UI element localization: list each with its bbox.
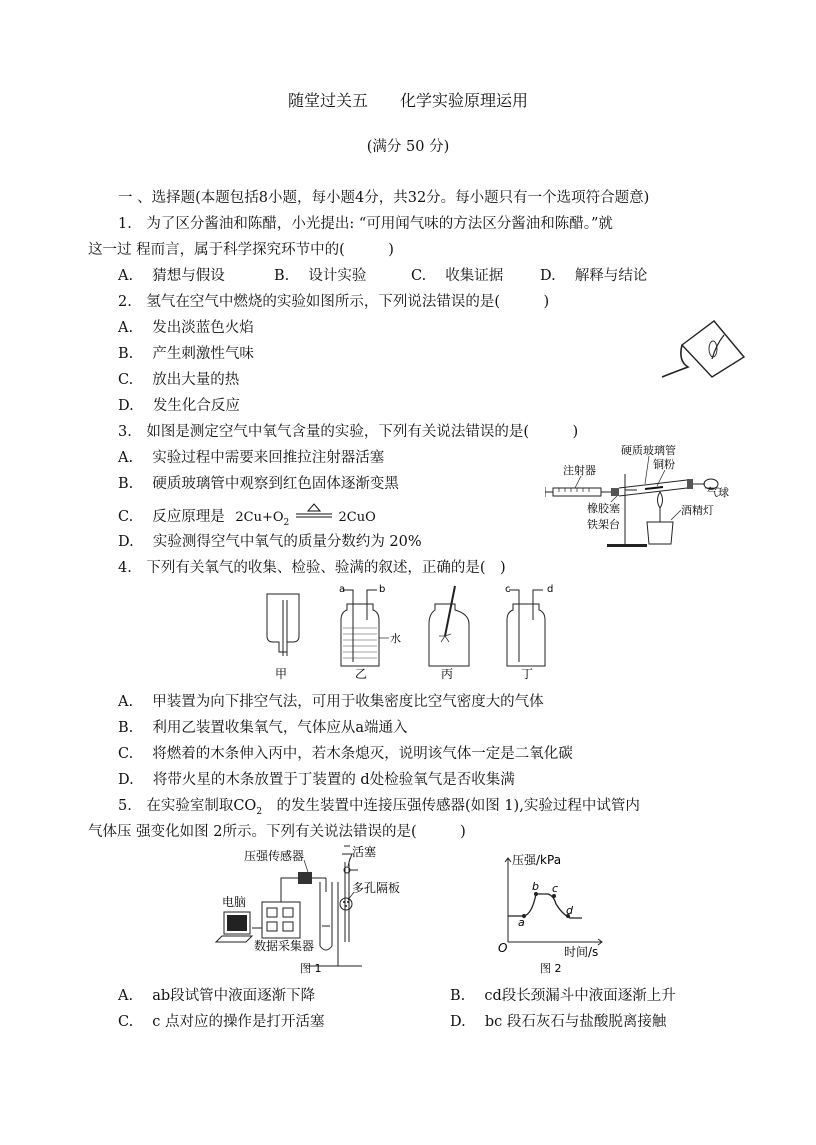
gas-collection-figure (255, 580, 565, 684)
q5-option-b: B. cd段长颈漏斗中液面逐渐上升 (450, 988, 676, 1004)
q3-option-b: B. 硬质玻璃管中观察到红色固体逐渐变黑 (118, 476, 399, 492)
figure-1-caption: 图 1 (300, 962, 322, 975)
label-stand: 铁架台 (587, 518, 620, 531)
q2-option-d: D. 发生化合反应 (118, 398, 240, 414)
label-balloon: 气球 (707, 486, 729, 499)
q3-option-c-label: C. 反应原理是 (118, 509, 225, 525)
figure-2-caption: 图 2 (540, 962, 562, 975)
q5-stem-pre: 5. 在实验室制取CO (118, 798, 257, 814)
q3-equation-left: 2Cu+O (235, 510, 284, 525)
q3-equation-sub: 2 (283, 517, 290, 528)
label-bing: 丙 (441, 667, 454, 681)
label-a: a (339, 584, 346, 595)
section-heading: 一 、选择题(本题包括8小题，每小题4分，共32分。每小题只有一个选项符合题意) (118, 190, 650, 206)
oxygen-content-apparatus-figure (545, 444, 745, 550)
label-b: b (379, 584, 386, 595)
graph-point-a: a (518, 916, 525, 929)
label-porous-plate: 多孔隔板 (352, 881, 401, 895)
graph-point-d: d (566, 904, 573, 917)
pressure-apparatus-figure-1 (212, 842, 442, 978)
graph-ylabel: 压强/kPa (512, 853, 562, 867)
label-pressure-sensor: 压强传感器 (244, 849, 305, 863)
q2-stem: 2. 氢气在空气中燃烧的实验如图所示，下列说法错误的是( ) (118, 294, 550, 310)
label-c: c (505, 584, 511, 595)
q5-option-d: D. bc 段石灰石与盐酸脱离接触 (450, 1014, 667, 1030)
label-jia: 甲 (275, 667, 288, 681)
q1-option-d: D. 解释与结论 (540, 268, 648, 284)
q3-option-d: D. 实验测得空气中氧气的质量分数约为 20% (118, 534, 422, 550)
q5-stem-sub: 2 (256, 806, 263, 817)
label-syringe: 注射器 (563, 464, 596, 477)
hydrogen-burning-figure (652, 315, 752, 385)
q4-option-d: D. 将带火星的木条放置于丁装置的 d处检验氧气是否收集满 (118, 772, 515, 788)
graph-point-c: c (552, 882, 559, 895)
label-d: d (547, 584, 554, 595)
q5-stem-line1 (118, 794, 640, 817)
q4-stem: 4. 下列有关氧气的收集、检验、验满的叙述，正确的是( ) (118, 560, 506, 576)
label-data-collector: 数据采集器 (254, 939, 315, 953)
q2-option-b: B. 产生刺激性气味 (118, 346, 254, 362)
q3-stem: 3. 如图是测定空气中氧气含量的实验，下列有关说法错误的是( ) (118, 424, 579, 440)
graph-origin: O (498, 941, 508, 955)
label-ding: 丁 (521, 667, 534, 681)
label-yi: 乙 (355, 667, 368, 681)
q3-option-c (118, 505, 376, 528)
q1-option-b: B. 设计实验 (274, 268, 367, 284)
q2-option-a: A. 发出淡蓝色火焰 (118, 320, 254, 336)
q3-equation-right: 2CuO (338, 510, 376, 525)
q5-stem-line2: 气体压 强变化如图 2所示。下列有关说法错误的是( ) (88, 824, 466, 840)
score-note: (满分 50 分) (366, 139, 450, 155)
heat-arrow (294, 509, 334, 525)
label-valve: 活塞 (352, 845, 377, 859)
q1-stem-line1: 1. 为了区分酱油和陈醋，小光提出: “可用闻气味的方法区分酱油和陈醋。”就 (118, 216, 613, 232)
q1-stem-line2: 这一过 程而言，属于科学探究环节中的( ) (88, 242, 394, 258)
q1-option-c: C. 收集证据 (411, 268, 504, 284)
label-water: 水 (390, 632, 401, 645)
graph-xlabel: 时间/s (564, 945, 599, 959)
q5-stem-post: 的发生装置中连接压强传感器(如图 1),实验过程中试管内 (262, 798, 640, 814)
graph-point-b: b (532, 880, 539, 893)
label-copper: 铜粉 (653, 458, 675, 471)
q5-option-c: C. c 点对应的操作是打开活塞 (118, 1014, 325, 1030)
label-stopper: 橡胶塞 (587, 502, 620, 515)
q1-option-a: A. 猜想与假设 (118, 268, 225, 284)
label-computer: 电脑 (222, 895, 247, 909)
pressure-time-graph-figure-2 (490, 852, 610, 978)
q5-option-a: A. ab段试管中液面逐渐下降 (118, 988, 316, 1004)
label-glass-tube: 硬质玻璃管 (621, 444, 676, 457)
label-lamp: 酒精灯 (681, 504, 714, 517)
q4-option-b: B. 利用乙装置收集氧气，气体应从a端通入 (118, 720, 408, 736)
q3-option-a: A. 实验过程中需要来回推拉注射器活塞 (118, 450, 385, 466)
page-title: 随堂过关五 化学实验原理运用 (287, 91, 528, 110)
q2-option-c: C. 放出大量的热 (118, 372, 240, 388)
q4-option-c: C. 将燃着的木条伸入丙中，若木条熄灭，说明该气体一定是二氧化碳 (118, 746, 573, 762)
q4-option-a: A. 甲装置为向下排空气法，可用于收集密度比空气密度大的气体 (118, 694, 544, 710)
